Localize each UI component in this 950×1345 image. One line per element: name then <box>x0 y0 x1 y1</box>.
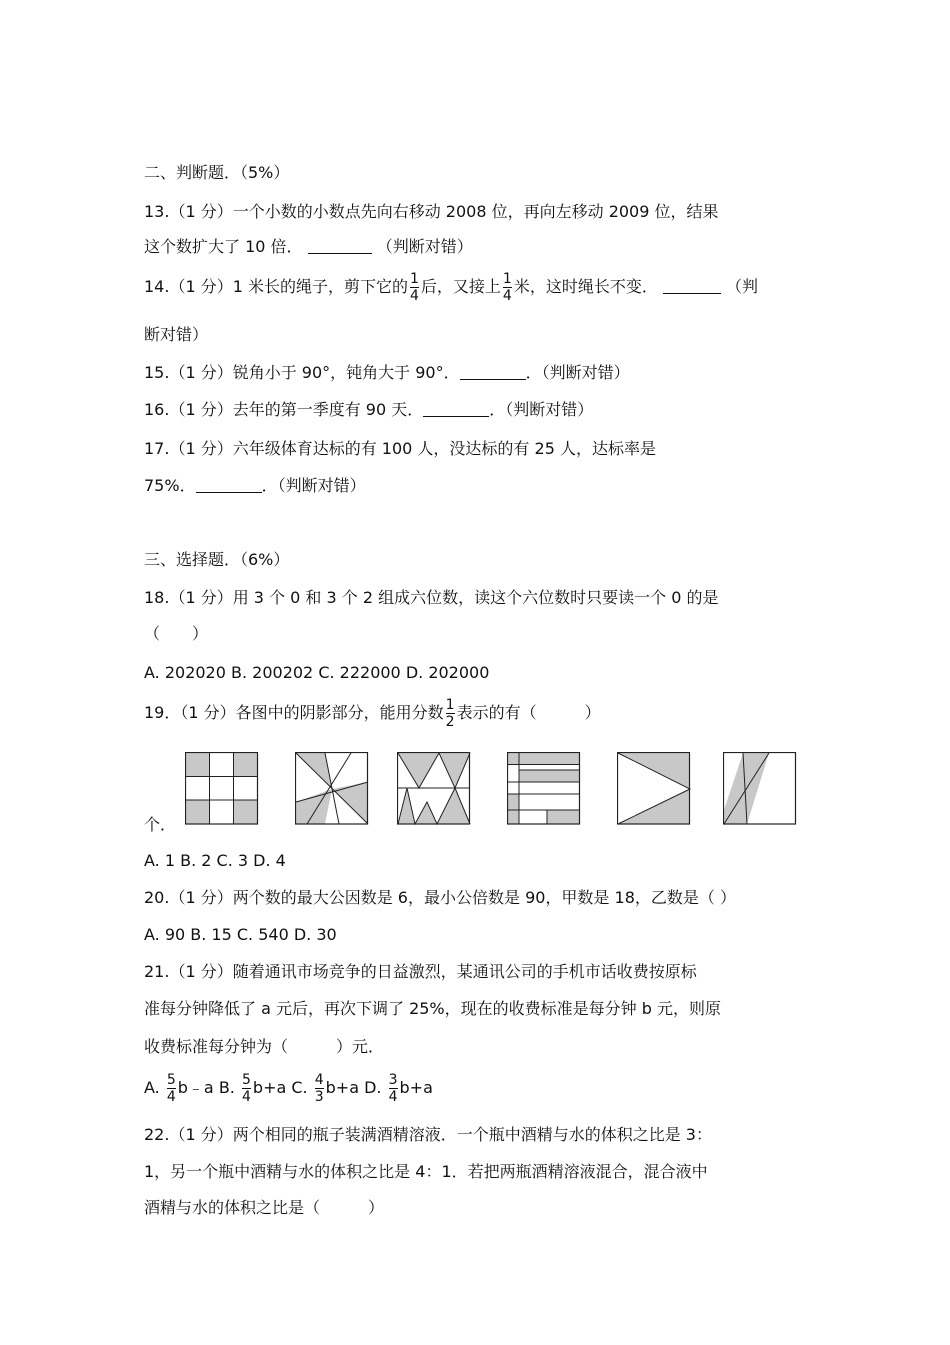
question-19-options: A. 1 B. 2 C. 3 D. 4 <box>144 851 286 870</box>
question-14-text-d: （判 <box>726 277 759 296</box>
option-a-text: b﹣a B. <box>177 1078 235 1097</box>
question-19-text-a: 19．（1 分）各图中的阴影部分，能用分数 <box>144 703 444 722</box>
question-21-options <box>144 1068 433 1108</box>
question-14-text-a: 14.（1 分）1 米长的绳子，剪下它的 <box>144 277 408 296</box>
question-22-line-1: 22.（1 分）两个相同的瓶子装满酒精溶液．一个瓶中酒精与水的体积之比是 3： <box>144 1125 712 1144</box>
option-c-fraction: $\frac{4}{3}$ <box>314 1072 324 1105</box>
question-19-text-b: 表示的有（ ） <box>456 703 601 722</box>
figure-2-triangles <box>295 752 369 825</box>
question-21-line-3: 收费标准每分钟为（ ）元． <box>144 1037 385 1056</box>
option-a-label: A. <box>144 1078 160 1097</box>
question-13-text: 这个数扩大了 10 倍． <box>144 237 303 256</box>
question-18-line-2: （ ） <box>144 624 209 643</box>
question-22-line-2: 1，另一个瓶中酒精与水的体积之比是 4：1．若把两瓶酒精溶液混合，混合液中 <box>144 1162 708 1181</box>
question-20-options: A. 90 B. 15 C. 540 D. 30 <box>144 925 337 944</box>
question-19-line-1 <box>144 695 601 731</box>
answer-blank-15[interactable] <box>460 363 526 380</box>
answer-blank-16[interactable] <box>423 400 489 417</box>
section-2-heading: 二、判断题．（5%） <box>144 163 290 182</box>
option-d-fraction: $\frac{3}{4}$ <box>388 1072 398 1105</box>
figure-3-zigzag <box>397 752 471 825</box>
answer-blank-13[interactable] <box>308 237 372 254</box>
question-16 <box>144 399 593 421</box>
question-14-line-2: 断对错） <box>144 325 209 344</box>
question-15-suffix: ．（判断对错） <box>525 363 630 382</box>
question-17-text: 75%． <box>144 476 196 495</box>
question-13-line-2 <box>144 236 473 258</box>
question-18-options: A. 202020 B. 200202 C. 222000 D. 202000 <box>144 663 490 682</box>
question-21-line-2: 准每分钟降低了 a 元后，再次下调了 25%，现在的收费标准是每分钟 b 元，则原 <box>144 999 721 1018</box>
answer-blank-14[interactable] <box>663 277 721 294</box>
option-b-text: b+a C. <box>252 1078 308 1097</box>
question-14-text-b: 后，又接上 <box>420 277 501 296</box>
fraction-one-quarter: $\frac{1}{4}$ <box>502 271 512 304</box>
question-13-line-1: 13.（1 分）一个小数的小数点先向右移动 2008 位，再向左移动 2009 位，结果 <box>144 202 719 221</box>
figure-6-slanted <box>723 752 797 825</box>
fraction-one-half: $\frac{1}{2}$ <box>445 697 455 730</box>
figure-5-large-triangle <box>617 752 691 825</box>
question-16-text: 16.（1 分）去年的第一季度有 90 天． <box>144 400 424 419</box>
question-16-suffix: ．（判断对错） <box>489 400 594 419</box>
question-15-text: 15.（1 分）锐角小于 90°，钝角大于 90°． <box>144 363 460 382</box>
question-20-line-1: 20.（1 分）两个数的最大公因数是 6，最小公倍数是 90，甲数是 18，乙数是（ ） <box>144 888 736 907</box>
question-14-text-c: 米，这时绳长不变． <box>513 277 658 296</box>
answer-blank-17[interactable] <box>196 476 262 493</box>
question-17-line-1: 17.（1 分）六年级体育达标的有 100 人，没达标的有 25 人，达标率是 <box>144 439 656 458</box>
question-22-line-3: 酒精与水的体积之比是（ ） <box>144 1198 385 1217</box>
option-d-text: b+a <box>399 1078 433 1097</box>
question-13-suffix: （判断对错） <box>376 237 473 256</box>
question-21-line-1: 21.（1 分）随着通讯市场竞争的日益激烈，某通讯公司的手机市话收费按原标 <box>144 962 697 981</box>
figure-4-strips <box>507 752 581 825</box>
question-19-tail: 个． <box>144 815 177 834</box>
question-14-line-1 <box>144 270 758 304</box>
option-a-fraction: $\frac{5}{4}$ <box>166 1072 176 1105</box>
figure-1-grid <box>185 752 259 825</box>
option-c-text: b+a D. <box>325 1078 382 1097</box>
section-3-heading: 三、选择题．（6%） <box>144 550 290 569</box>
question-17-line-2 <box>144 475 366 497</box>
option-b-fraction: $\frac{5}{4}$ <box>241 1072 251 1105</box>
question-17-suffix: ．（判断对错） <box>261 476 366 495</box>
question-18-line-1: 18.（1 分）用 3 个 0 和 3 个 2 组成六位数，读这个六位数时只要读一个 0 的是 <box>144 588 719 607</box>
fraction-one-quarter: $\frac{1}{4}$ <box>409 271 419 304</box>
question-15 <box>144 362 630 384</box>
